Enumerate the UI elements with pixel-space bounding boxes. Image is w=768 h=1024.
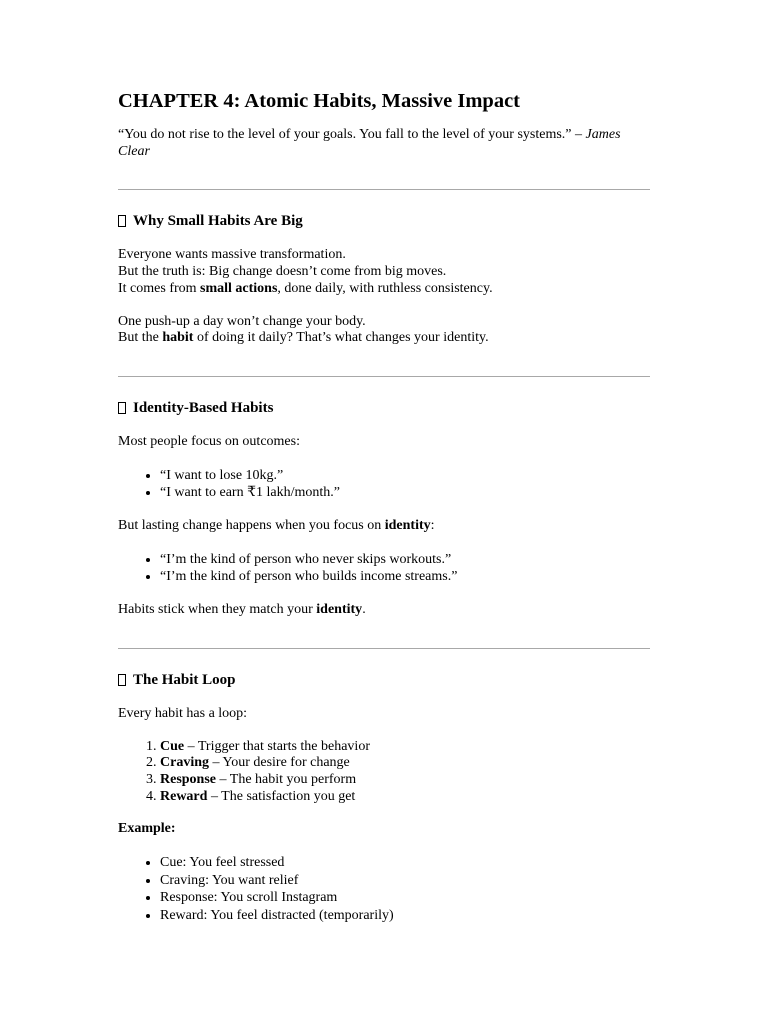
bold-text: Response <box>160 771 217 787</box>
list-item: • “I want to earn ₹1 lakh/month.” <box>160 484 650 502</box>
section-heading-text: Why Small Habits Are Big <box>133 213 303 230</box>
list-item: • “I’m the kind of person who builds income streams.” <box>160 568 650 586</box>
bold-text: Reward <box>160 788 208 804</box>
bold-text: habit <box>162 330 194 346</box>
identities-list <box>118 551 650 586</box>
text-span: – The habit you perform <box>216 771 357 787</box>
text-span: . <box>362 602 366 618</box>
document-page <box>118 88 650 925</box>
text-span: : <box>430 518 435 534</box>
epigraph-text: “You do not rise to the level of your goals. You fall to the level of your systems.” – <box>118 127 586 142</box>
list-item: • Reward: You feel distracted (temporarily) <box>160 907 650 925</box>
chapter-title: CHAPTER 4: Atomic Habits, Massive Impact <box>118 90 521 112</box>
habit-loop-list <box>118 739 650 806</box>
example-label: Example: <box>118 821 176 837</box>
paragraph <box>118 247 650 297</box>
section-divider <box>118 648 650 649</box>
epigraph-author: James Clear <box>118 127 621 159</box>
box-icon <box>118 402 126 414</box>
text-line: Everyone wants massive transformation. <box>118 247 346 263</box>
bold-text: small actions <box>200 280 278 296</box>
list-item: • Response: You scroll Instagram <box>160 889 650 907</box>
paragraph <box>118 602 650 619</box>
section-divider <box>118 189 650 190</box>
paragraph: Every habit has a loop: <box>118 705 248 721</box>
text-span: Habits stick when they match your <box>118 602 317 618</box>
bold-text: identity <box>316 602 363 618</box>
text-line: But the truth is: Big change doesn’t come from big moves. <box>118 264 447 280</box>
paragraph <box>118 314 650 347</box>
box-icon <box>118 215 126 227</box>
text-span: of doing it daily? That’s what changes your identity. <box>193 330 489 346</box>
text-span: But lasting change happens when you focus on <box>118 518 385 534</box>
section-heading-small-habits <box>118 211 650 231</box>
text-span: – The satisfaction you get <box>207 788 356 804</box>
paragraph <box>118 518 650 535</box>
list-item: • Craving: You want relief <box>160 872 650 890</box>
section-heading-text: The Habit Loop <box>133 671 236 688</box>
box-icon <box>118 674 126 686</box>
list-item <box>160 739 650 756</box>
list-item: • Cue: You feel stressed <box>160 854 650 872</box>
text-span: , done daily, with ruthless consistency. <box>277 280 493 296</box>
section-divider <box>118 376 650 377</box>
list-item: • “I want to lose 10kg.” <box>160 467 650 485</box>
epigraph <box>118 127 650 160</box>
bold-text: identity <box>384 518 431 534</box>
text-span: But the <box>118 330 163 346</box>
list-item <box>160 772 650 789</box>
list-item: • “I’m the kind of person who never skips workouts.” <box>160 551 650 569</box>
list-item <box>160 755 650 772</box>
section-heading-identity <box>118 398 650 418</box>
bold-text: Cue <box>160 738 185 754</box>
example-list <box>118 854 650 925</box>
section-heading-habit-loop <box>118 670 650 690</box>
section-heading-text: Identity-Based Habits <box>133 399 274 416</box>
paragraph: Most people focus on outcomes: <box>118 433 300 449</box>
bold-text: Craving <box>160 755 209 771</box>
outcomes-list <box>118 467 650 502</box>
list-item <box>160 789 650 806</box>
text-span: – Trigger that starts the behavior <box>184 738 370 754</box>
text-span: – Your desire for change <box>209 755 350 771</box>
text-line: One push-up a day won’t change your body. <box>118 313 366 329</box>
text-span: It comes from <box>118 280 201 296</box>
